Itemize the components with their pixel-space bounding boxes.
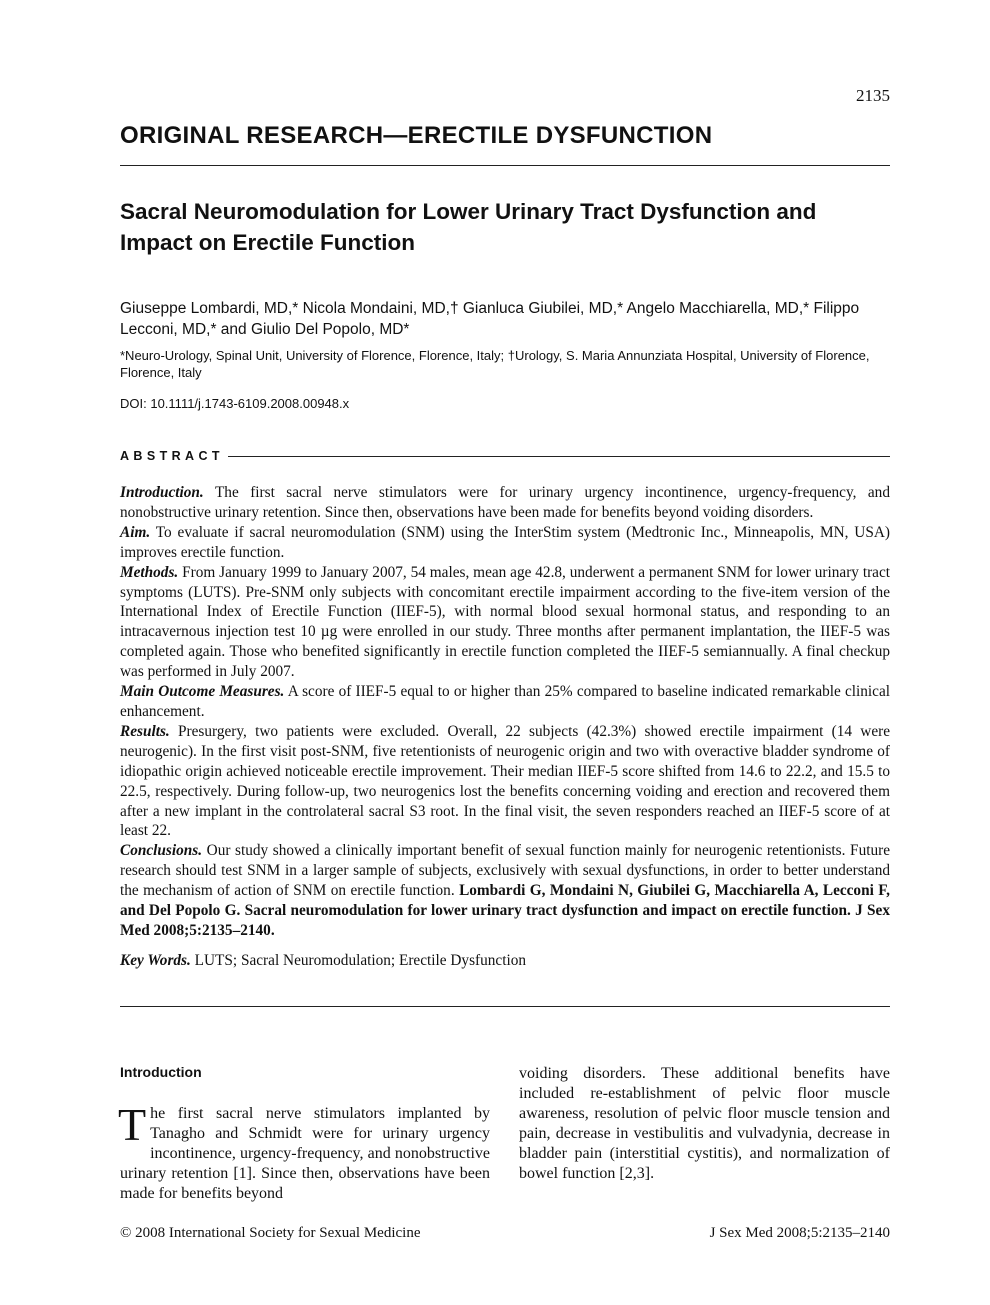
keywords <box>120 952 890 970</box>
body-column-right <box>519 1064 890 1183</box>
abstract-label: ABSTRACT <box>120 449 224 463</box>
footer-copyright: © 2008 International Society for Sexual Medicine <box>120 1225 421 1241</box>
footer-journal-ref: J Sex Med 2008;5:2135–2140 <box>709 1225 890 1241</box>
abstract-outcome-text: A score of IIEF-5 equal to or higher than 25% compared to baseline indicated remarkable clinical enhancement. <box>120 683 891 720</box>
abstract-aim-text: To evaluate if sacral neuromodulation (SNM) using the InterStim system (Medtronic Inc., Minneapolis, MN, USA) improves erectile function. <box>120 523 890 561</box>
abstract-outcome <box>120 682 890 722</box>
abstract-header <box>120 446 890 466</box>
abstract-rule <box>228 456 890 457</box>
body-left-text: he first sacral nerve stimulators implanted by Tanagho and Schmidt were for urinary urgency incontinence, urgency-frequency, and nonobstructive urinary retention [1]. Since then, observations have been made for benefits beyond <box>120 1105 490 1202</box>
abstract-end-rule <box>120 1006 890 1007</box>
abstract-results-text: Presurgery, two patients were excluded. Overall, 22 subjects (42.3%) showed erectile impairment (14 were neurogenic). In the first visit post-SNM, five retentionists of neurogenic origin and two with overactive bladder syndrome of idiopathic origin achieved noticeable erectile improvement. Their median IIEF-5 score shifted from 14.6 to 22.2, and 15.5 to 22.5, respectively. During follow-up, two neurogenics lost the benefits concerning voiding and erection and recovered them after a new implant in the controlateral sacral S3 root. In the final visit, the seven responders reached an IIEF-5 score of at least 22. <box>120 722 890 840</box>
abstract-introduction-label: Introduction. <box>120 484 204 501</box>
affiliations: *Neuro-Urology, Spinal Unit, University of Florence, Florence, Italy; †Urology, S. Maria Annunziata Hospital, University of Florence, Florence, Italy <box>120 348 870 380</box>
author-list: Giuseppe Lombardi, MD,* Nicola Mondaini, MD,† Gianluca Giubilei, MD,* Angelo Macchiarella, MD,* Filippo Lecconi, MD,* and Giulio Del Popolo, MD* <box>120 300 860 338</box>
drop-cap: T <box>118 1099 147 1150</box>
section-heading: ORIGINAL RESEARCH—ERECTILE DYSFUNCTION <box>120 122 713 149</box>
body-right-text: voiding disorders. These additional benefits have included re-establishment of pelvic floor muscle awareness, resolution of pelvic floor muscle tension and pain, decrease in vestibulitis and vulvadynia, decrease in bladder pain (interstitial cystitis), and normalization of bowel function [2,3]. <box>519 1065 890 1182</box>
doi-link[interactable]: DOI: 10.1111/j.1743-6109.2008.00948.x <box>120 396 350 411</box>
body-column-left <box>118 1099 490 1204</box>
abstract-methods-label: Methods. <box>120 563 179 581</box>
abstract-results <box>120 722 890 841</box>
abstract-aim <box>120 523 890 563</box>
abstract-methods <box>120 563 890 682</box>
abstract-body <box>120 483 890 941</box>
abstract-conclusions-text: Our study showed a clinically important benefit of sexual function mainly for neurogenic retentionists. Future research should test SNM in a larger sample of subjects, exclusively with sexual dysfunctions, in order to better understand the mechanism of action of SNM on erectile function. <box>120 842 890 900</box>
abstract-outcome-label: Main Outcome Measures. <box>120 683 285 701</box>
abstract-aim-label: Aim. <box>120 523 151 541</box>
page-number: 2135 <box>856 86 890 105</box>
abstract-results-label: Results. <box>120 722 170 740</box>
abstract-conclusions-label: Conclusions. <box>120 842 203 860</box>
article-title: Sacral Neuromodulation for Lower Urinary Tract Dysfunction and Impact on Erectile Function <box>120 199 817 255</box>
keywords-text: LUTS; Sacral Neuromodulation; Erectile Dysfunction <box>194 952 527 969</box>
abstract-conclusions <box>120 841 890 941</box>
header-rule <box>120 165 890 166</box>
intro-heading: Introduction <box>120 1064 202 1080</box>
keywords-label: Key Words. <box>120 952 191 969</box>
abstract-citation: Lombardi G, Mondaini N, Giubilei G, Macchiarella A, Lecconi F, and Del Popolo G. Sacral neuromodulation for lower urinary tract dysfunction and impact on erectile function. J Sex Med 2008;5:2135–2140. <box>120 882 890 939</box>
abstract-introduction <box>120 483 890 523</box>
abstract-methods-text: From January 1999 to January 2007, 54 males, mean age 42.8, underwent a permanent SNM for lower urinary tract symptoms (LUTS). Pre-SNM only subjects with concomitant erectile impairment according to the five-item version of the International Index of Erectile Function (IIEF-5), with normal blood sexual hormonal status, and responding to an intracavernous injection test 10 µg were enrolled in our study. Three months after permanent implantation, the IIEF-5 was completed again. Those who benefited significantly in erectile function completed the IIEF-5 semiannually. A final checkup was performed in July 2007. <box>120 563 890 681</box>
abstract-introduction-text: The first sacral nerve stimulators were for urinary urgency incontinence, urgency-frequency, and nonobstructive urinary retention. Since then, observations have been made for benefits beyond voiding disorders. <box>120 484 890 521</box>
